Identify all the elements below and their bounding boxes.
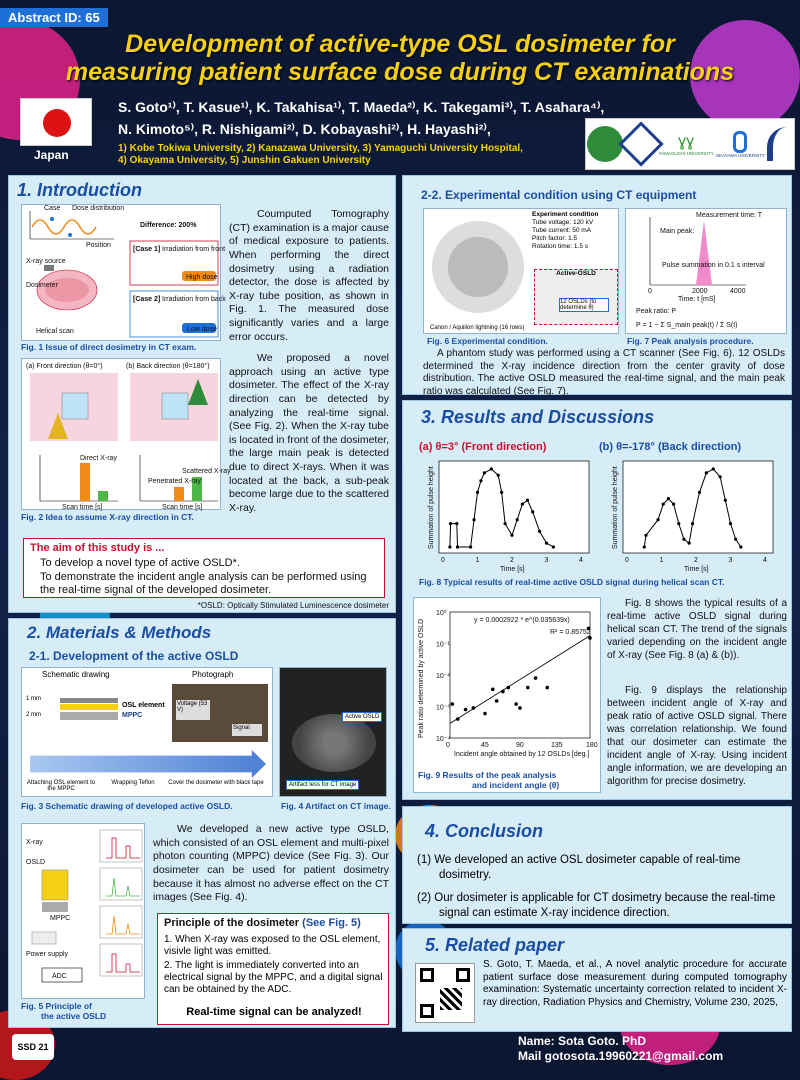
x-tick-label: 3 [544, 557, 549, 564]
experiment-subheading: 2-2. Experimental condition using CT equipment [421, 188, 697, 202]
principle-box [157, 913, 389, 1025]
x-tick-label: 4 [579, 557, 583, 564]
data-point [510, 534, 513, 537]
contact-info [518, 1034, 723, 1064]
y-tick-label: 10⁰ [436, 610, 447, 617]
data-point [469, 545, 472, 548]
data-point [456, 717, 460, 721]
fig2-image [21, 358, 231, 511]
data-point [734, 538, 737, 541]
title-line-2: measuring patient surface dose during CT examinations [65, 58, 735, 86]
data-point [545, 542, 548, 545]
data-point [504, 522, 507, 525]
x-tick-label: 2 [694, 557, 698, 564]
fig5-xray: X-ray [26, 839, 43, 846]
fig1-image [21, 204, 226, 341]
results-paragraph-2: Fig. 9 displays the relationship between incident angle of X-ray and peak ratio of active OSLD signal. There was correlation relationship. We found that our dosimeter can estimate the incident angle of X-ray. Using incident angle information, we are developing an algorithm for precise dosimetry. [607, 685, 787, 787]
affil-line-2: 4) Okayama University, 5) Junshin Gakuen University [118, 155, 371, 166]
data-point [472, 706, 476, 710]
fig7-image [625, 208, 787, 334]
qr-code-icon[interactable] [415, 963, 475, 1023]
data-point [526, 686, 530, 690]
fig6-caption: Fig. 6 Experimental condition. [427, 336, 548, 346]
x-tick-label: 4 [763, 557, 767, 564]
related-heading: 5. Related paper [425, 935, 565, 955]
fig4-active-osld: Active OSLD [342, 712, 382, 722]
data-point [724, 499, 727, 502]
fig7-x1: 0 [648, 288, 652, 295]
data-point [448, 545, 451, 548]
data-point [656, 518, 659, 521]
osld-footnote: *OSLD: Optically Stimulated Luminescence dosimeter [197, 601, 389, 610]
fig1-position-label: Position [86, 242, 111, 249]
intro-paragraph-2: We proposed a novel approach using an active type dosimeter. The effect of the X-ray direction can be detected by analyzing the real-time signal.(See Fig. 2). When the X-ray tube is located in front of the dosimeter, the large main peak is detected due to direct X-rays. When it was located at the back, a sub-peak become large due to the scattered X-ray. [229, 352, 389, 515]
fig1-case2-title: [Case 2] [133, 296, 161, 303]
data-point [526, 499, 529, 502]
fig7-x3: 4000 [730, 288, 746, 295]
data-point [672, 503, 675, 506]
y-tick-label: 10⁻¹ [436, 641, 450, 649]
data-point [705, 471, 708, 474]
fig3-osl-layer [60, 704, 118, 710]
y-tick-label: 10⁻⁴ [436, 736, 451, 743]
experiment-panel [402, 175, 792, 395]
fig2-penetrating: Penetrated X-ray [148, 478, 201, 485]
data-point [739, 545, 742, 548]
fig5-power: Power supply [26, 951, 69, 958]
intro-heading: 1. Introduction [17, 180, 142, 200]
fig4-caption: Fig. 4 Artifact on CT image. [281, 801, 391, 811]
fig1-dosimeter-label: Dosimeter [26, 282, 58, 289]
fig1-difference-label: Difference: 200% [140, 222, 197, 229]
fit-r2: R² = 0.85752 [550, 629, 591, 636]
fig6-phantom: Active-OSLD 12 OSLDs (to determine θ) [534, 269, 618, 325]
fig3-step3: Cover the dosimeter with black tape [168, 780, 264, 786]
x-tick-label: 0 [441, 557, 445, 564]
ssd-logo: SSD 21 [12, 1034, 54, 1060]
fig2-drawing [22, 359, 231, 511]
fig7-main-peak: Main peak: [660, 228, 695, 235]
fig5-caption: Fig. 5 Principle of the active OSLD [21, 1001, 107, 1021]
x-tick-label: 45 [481, 742, 489, 749]
fig6-image [423, 208, 619, 334]
y-axis-label: Summation of pulse height [428, 466, 435, 549]
y-axis-label: Summation of pulse height [612, 466, 619, 549]
fig3-mppc-layer [60, 712, 118, 720]
fig3-image [21, 667, 273, 797]
data-point [483, 712, 487, 716]
data-point [516, 518, 519, 521]
fig7-caption: Fig. 7 Peak analysis procedure. [627, 336, 754, 346]
fig4-ct-slice [292, 714, 376, 772]
y-tick-label: 10⁻³ [436, 704, 450, 712]
contact-email[interactable]: Mail gotosota.19960221@gmail.com [518, 1049, 724, 1063]
data-point [691, 522, 694, 525]
x-tick-label: 1 [659, 557, 664, 564]
data-point [643, 545, 646, 548]
fig7-pulse: Pulse summation in 0.1 s interval [662, 262, 765, 269]
conclusion-panel [402, 806, 792, 924]
title-line-1: Development of active-type OSL dosimeter for [125, 30, 675, 58]
data-point [677, 522, 680, 525]
data-point [490, 467, 493, 470]
data-point [495, 699, 499, 703]
fig3-mppc-label: MPPC [122, 712, 143, 719]
aim-item-2: To demonstrate the incident angle analysis can be performed using the real-time signal of the developed dosimeter. [40, 571, 367, 596]
x-tick-label: 135 [551, 742, 563, 749]
fig8-caption: Fig. 8 Typical results of real-time active OSLD signal during helical scan CT. [419, 577, 725, 587]
data-point [698, 491, 701, 494]
data-point [538, 530, 541, 533]
principle-item-1: 1. When X-ray was exposed to the OSL element, visivle light was emitted. [164, 934, 381, 957]
data-point [455, 522, 458, 525]
kanazawa-logo-icon [618, 121, 663, 166]
conclusion-item-2: (2) Our dosimeter is applicable for CT dosimetry because the real-time signal can estimate X-ray incidence direction. [417, 892, 776, 919]
fig1-low-dose: Low dose [187, 326, 217, 333]
university-logos [585, 118, 795, 170]
fig2-back-label: (b) Back direction (θ=180°) [126, 363, 210, 370]
fig3-photo [172, 684, 268, 742]
methods-subheading: 2-1. Development of the active OSLD [29, 649, 239, 663]
fig1-high-dose: High dose [186, 274, 218, 281]
fig7-ratio: Peak ratio: P [636, 308, 677, 315]
data-point [588, 636, 592, 640]
fig3-step2: Wrapping Teflon [111, 780, 155, 786]
fig3-process-arrow [30, 750, 266, 778]
results-heading: 3. Results and Discussions [421, 407, 655, 427]
data-point [497, 474, 500, 477]
principle-conclusion: Real-time signal can be analyzed! [186, 1006, 362, 1018]
fig1-caption: Fig. 1 Issue of direct dosimetry in CT exam. [21, 342, 197, 352]
fig5-adc: ADC [52, 973, 67, 980]
fig5-mppc: MPPC [50, 915, 71, 922]
data-point [729, 522, 732, 525]
data-point [507, 686, 511, 690]
back-direction-label: (b) θ=-178° (Back direction) [599, 441, 742, 453]
y-tick-label: 10⁻² [436, 673, 450, 680]
country-label: Japan [34, 148, 69, 162]
fig7-formula: P = 1 − Σ S_main peak(t) / Σ S(t) [636, 322, 738, 329]
x-tick-label: 1 [475, 557, 480, 564]
data-point [500, 491, 503, 494]
okayama-logo: OKAYAMA UNIVERSITY [716, 131, 766, 158]
data-point [464, 708, 468, 712]
data-point [491, 688, 495, 692]
data-point [682, 538, 685, 541]
data-point [483, 471, 486, 474]
fig1-drawing [22, 205, 226, 342]
fig8b-chart [597, 455, 777, 575]
fig6-canon: Canon / Aquilion lightning (16 rows) [430, 325, 525, 331]
data-point [719, 475, 722, 478]
principle-title: Principle of the dosimeter (See Fig. 5) [164, 917, 361, 929]
data-point [534, 676, 538, 680]
fit-equation: y = 0.0002922 * e^(0.035639x) [474, 617, 570, 624]
methods-heading: 2. Materials & Methods [27, 623, 212, 642]
data-point [552, 545, 555, 548]
fig1-case1-title: [Case 1] [133, 246, 161, 253]
data-point [688, 542, 691, 545]
front-direction-label: (a) θ=3° (Front direction) [419, 441, 547, 453]
fig3-mm2: 2 mm [26, 712, 41, 718]
data-point [451, 702, 455, 706]
fig1-xray-source-label: X-ray source [26, 258, 66, 265]
data-point [472, 518, 475, 521]
fig9-chart [414, 598, 602, 768]
fig8a-chart [413, 455, 593, 575]
fig6-conditions: Experiment condition Tube voltage: 120 kV Tube current: 50 mA Pitch factor: 1.5 Rotation time: 1.5 s [532, 211, 618, 267]
data-point [476, 491, 479, 494]
data-point [521, 503, 524, 506]
fig7-drawing [626, 209, 788, 335]
data-point [501, 690, 505, 694]
data-point [644, 534, 647, 537]
methods-paragraph: We developed a new active type OSLD, which consisted of an OSL element and multi-pixel photon counting (MPPC) device (See Fig. 3). Our dosimeter can be used for patient dosimetry because it has almost no adverse effect on the CT images (See Fig. 4). [153, 823, 389, 904]
fig7-x2: 2000 [692, 288, 708, 295]
fig1-case-label: Case [44, 205, 61, 212]
data-point [531, 510, 534, 513]
fig3-schematic-title: Schematic drawing [42, 670, 110, 679]
poster-title [0, 30, 800, 86]
fig3-tape-layer [60, 698, 118, 703]
fig7-xlabel: Time: t [mS] [678, 296, 716, 303]
data-point [667, 497, 670, 500]
data-point [712, 467, 715, 470]
aim-title: The aim of this study is ... [30, 542, 165, 554]
fig3-caption: Fig. 3 Schematic drawing of developed active OSLD. [21, 801, 233, 811]
fig2-scan-time-2: Scan time [s] [162, 504, 203, 511]
x-axis-label: Time [s] [500, 566, 525, 573]
results-paragraph-1: Fig. 8 shows the typical results of a real-time active OSLD signal during helical scan CT. The trend of the signals varied depending on the incident angle of X-ray (See Fig. 8 (a) & (b)). [607, 598, 787, 661]
x-axis-label: Time [s] [684, 566, 709, 573]
x-tick-label: 90 [516, 742, 524, 749]
fig3-mm1: 1 mm [26, 696, 41, 702]
fig1-helical-label: Helical scan [36, 328, 74, 335]
authors [118, 96, 604, 140]
data-point [662, 503, 665, 506]
flag-sun-icon [43, 109, 71, 137]
fig3-photo-title: Photograph [192, 670, 234, 679]
fig3-voltage: Voltage (53 V) [176, 700, 210, 720]
affiliations [118, 143, 588, 167]
fig5-osld: OSLD [26, 859, 46, 866]
conclusion-item-1: (1) We developed an active OSL dosimeter capable of real-time dosimetry. [417, 854, 741, 881]
contact-name: Name: Sota Goto. PhD [518, 1034, 647, 1048]
experiment-paragraph: A phantom study was performed using a CT scanner (See Fig. 6). 12 OSLDs determined the X-ray incidence direction from the center gravity of dose distribution. The active OSLD measured the real-time signal, and the main peak ratio was calculated (See Fig. 7). [423, 348, 785, 397]
x-tick-label: 0 [446, 742, 450, 749]
fig9-image [413, 597, 601, 793]
fig3-osl-label: OSL element [122, 702, 165, 709]
fig2-caption: Fig. 2 Idea to assume X-ray direction in CT. [21, 512, 194, 522]
japan-flag [20, 98, 92, 146]
intro-paragraph-1: Coumputed Tomography (CT) examination is a major cause of medical exposure to patients. When performing the direct dosimetry using a radiation detector, the dose is affected by X-ray tube position, as shown in Fig. 1. The measured dose significantly varies and a large error occurs. [229, 208, 389, 343]
data-point [518, 706, 522, 710]
fig6-ct-scanner [432, 221, 524, 313]
data-point [514, 702, 518, 706]
principle-item-2: 2. The light is immediately converted into an electrical signal by the MPPC, and a digital signal can be obtained by the ADC. [164, 960, 383, 995]
conclusion-heading: 4. Conclusion [425, 821, 544, 841]
data-point [449, 522, 452, 525]
fig2-scan-time: Scan time [s] [62, 504, 103, 511]
fig1-case1-text: Irradiation from front [162, 246, 226, 253]
fig2-front-label: (a) Front direction (θ=0°) [26, 363, 103, 370]
yamaguchi-logo: ɣɣ YAMAGUCHI UNIVERSITY [658, 132, 714, 156]
fig5-drawing [22, 824, 146, 1000]
fig2-direct-peak: Direct X-ray [80, 455, 117, 462]
fig3-step1: Attaching OSL element to the MPPC [26, 780, 96, 792]
fig4-artifact: Artifact less for CT image [286, 780, 359, 790]
related-paper-citation: S. Goto, T. Maeda, et al., A novel analytic procedure for accurate patient surface dose measurement during computed tomography examination: Systematic uncertainty correction related to incident X-ray direction, Radiation Physics and Chemistry, Volume 230, 2025, [483, 959, 787, 1008]
fig1-case2-text: Irradiation from back [162, 296, 226, 303]
plot-area [439, 461, 589, 553]
abstract-id: Abstract ID: 65 [0, 8, 108, 27]
aim-box [23, 538, 385, 598]
authors-line-2: N. Kimoto⁵⁾, R. Nishigami²⁾, D. Kobayashi²⁾, H. Hayashi²⁾, [118, 121, 491, 137]
methods-panel [8, 618, 396, 1028]
y-axis-label: Peak ratio determined by active OSLD [418, 618, 425, 738]
data-point [456, 545, 459, 548]
x-tick-label: 180 [586, 742, 598, 749]
fig5-image [21, 823, 145, 999]
x-tick-label: 2 [510, 557, 514, 564]
introduction-panel [8, 175, 396, 613]
data-point [479, 479, 482, 482]
x-axis-label: Incident angle obtained by 12 OSLDs [deg.] [454, 751, 590, 758]
affil-line-1: 1) Kobe Tokiwa University, 2) Kanazawa University, 3) Yamaguchi University Hospital, [118, 143, 523, 154]
aim-item-1: To develop a novel type of active OSLD*. [40, 557, 240, 569]
fig4-image [279, 667, 387, 797]
fig2-scattered2: Scattered X-ray [182, 468, 231, 475]
fig3-signal: Signal [232, 724, 262, 736]
junshin-logo-icon [767, 127, 793, 161]
x-tick-label: 0 [625, 557, 629, 564]
results-panel [402, 400, 792, 800]
fig7-mtime: Measurement time: T [696, 212, 763, 219]
data-point [545, 686, 549, 690]
authors-line-1: S. Goto¹⁾, T. Kasue¹⁾, K. Takahisa¹⁾, T. Maeda²⁾, K. Takegami³⁾, T. Asahara⁴⁾, [118, 99, 605, 115]
x-tick-label: 3 [728, 557, 733, 564]
fig9-caption: Fig. 9 Results of the peak analysis and incident angle (θ) [418, 770, 560, 790]
related-panel [402, 928, 792, 1032]
fig1-dose-dist-label: Dose distribution [72, 205, 125, 212]
